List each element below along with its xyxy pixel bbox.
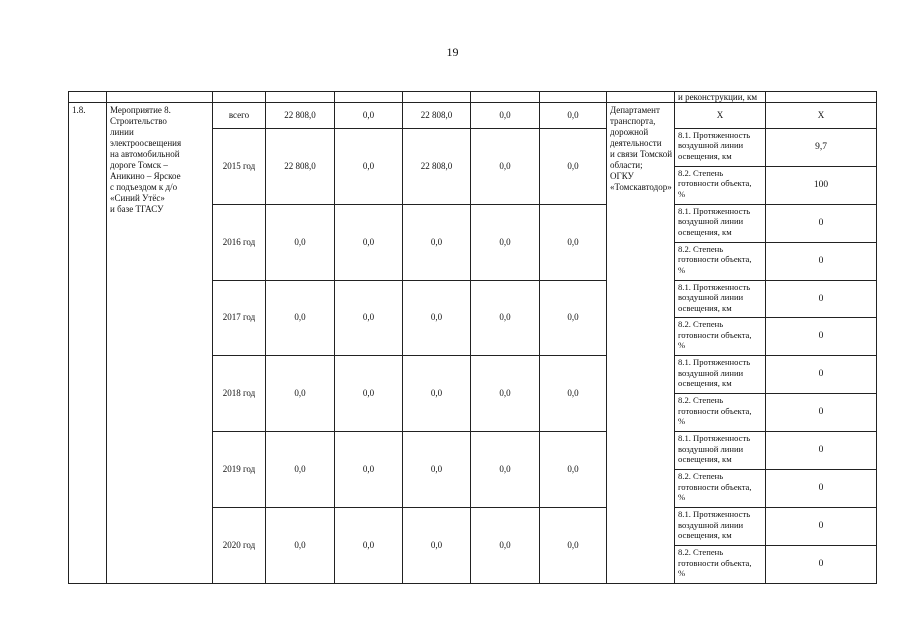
indicator-length-line: воздушной линии xyxy=(678,443,744,454)
measure-name-line: на автомобильной xyxy=(110,149,180,160)
value-cell: 0,0 xyxy=(266,508,335,584)
measure-name-line: и базе ТГАСУ xyxy=(110,204,164,215)
indicator-readiness xyxy=(675,166,766,204)
measure-name-line: Мероприятие 8. xyxy=(110,105,171,116)
indicator-length-line: освещения, км xyxy=(678,302,732,313)
indicator-readiness-line: готовности объекта, xyxy=(678,481,752,492)
indicator-readiness xyxy=(675,242,766,280)
cont-cell xyxy=(607,92,675,103)
value-cell: 0,0 xyxy=(471,508,540,584)
indicator-cell: Х xyxy=(675,103,766,129)
value-cell: 0,0 xyxy=(540,128,607,204)
indicator-readiness-line: 8.2. Степень xyxy=(678,243,724,254)
measure-name-line: Аникино – Ярское xyxy=(110,171,181,182)
cont-cell xyxy=(107,92,213,103)
measure-name-line: с подъездом к д/о xyxy=(110,182,178,193)
measure-name-line: «Синий Утёс» xyxy=(110,193,165,204)
indicator-readiness-line: готовности объекта, xyxy=(678,329,752,340)
measure-table xyxy=(68,91,877,584)
value-cell: 0,0 xyxy=(471,128,540,204)
responsible-org-line: области; xyxy=(610,160,643,171)
indicator-length-line: освещения, км xyxy=(678,226,732,237)
indicator-readiness-line: 8.2. Степень xyxy=(678,319,724,330)
value-cell: 0,0 xyxy=(471,280,540,356)
responsible-org-line: Департамент xyxy=(610,105,660,116)
value-cell: 0,0 xyxy=(403,204,471,280)
value-cell: 0,0 xyxy=(335,432,403,508)
value-cell: 0,0 xyxy=(335,128,403,204)
indicator-length-line: освещения, км xyxy=(678,378,732,389)
indicator-value: 9,7 xyxy=(766,128,877,166)
page-number: 19 xyxy=(446,45,459,59)
indicator-length-line: воздушной линии xyxy=(678,216,744,227)
measure-number: 1.8. xyxy=(69,103,107,584)
indicator-value: 0 xyxy=(766,546,877,584)
responsible-org-line: и связи Томской xyxy=(610,149,673,160)
value-cell: 0,0 xyxy=(403,432,471,508)
indicator-value: Х xyxy=(766,103,877,129)
indicator-length-line: освещения, км xyxy=(678,454,732,465)
indicator-readiness xyxy=(675,318,766,356)
responsible-org-line: «Томскавтодор» xyxy=(610,182,672,193)
indicator-value: 0 xyxy=(766,508,877,546)
indicator-length xyxy=(675,356,766,394)
indicator-readiness-line: 8.2. Степень xyxy=(678,471,724,482)
value-cell: 0,0 xyxy=(266,432,335,508)
responsible-org-line: дорожной xyxy=(610,127,649,138)
indicator-readiness-line: готовности объекта, xyxy=(678,254,752,265)
indicator-readiness-line: % xyxy=(678,492,686,503)
indicator-length-line: воздушной линии xyxy=(678,140,744,151)
value-cell: 0,0 xyxy=(335,356,403,432)
period-cell: всего xyxy=(213,103,266,129)
period-cell: 2018 год xyxy=(213,356,266,432)
value-cell: 0,0 xyxy=(403,280,471,356)
measure-name-line: Строительство xyxy=(110,116,167,127)
continuation-text: и реконструкции, км xyxy=(675,92,766,103)
indicator-length-line: 8.1. Протяженность xyxy=(678,509,751,520)
value-cell: 22 808,0 xyxy=(266,103,335,129)
value-cell: 0,0 xyxy=(471,204,540,280)
indicator-readiness xyxy=(675,470,766,508)
indicator-value: 0 xyxy=(766,318,877,356)
value-cell: 22 808,0 xyxy=(266,128,335,204)
indicator-length xyxy=(675,204,766,242)
indicator-length-line: 8.1. Протяженность xyxy=(678,433,751,444)
indicator-length xyxy=(675,128,766,166)
indicator-readiness-line: % xyxy=(678,188,686,199)
measure-name xyxy=(107,103,213,584)
indicator-value: 0 xyxy=(766,204,877,242)
value-cell: 0,0 xyxy=(266,204,335,280)
indicator-readiness-line: 8.2. Степень xyxy=(678,395,724,406)
value-cell: 0,0 xyxy=(540,356,607,432)
indicator-readiness-line: готовности объекта, xyxy=(678,178,752,189)
indicator-length-line: воздушной линии xyxy=(678,292,744,303)
indicator-readiness-line: 8.2. Степень xyxy=(678,547,724,558)
value-cell: 0,0 xyxy=(540,204,607,280)
cont-cell xyxy=(213,92,266,103)
cont-cell xyxy=(69,92,107,103)
continuation-row xyxy=(69,92,877,103)
value-cell: 0,0 xyxy=(471,356,540,432)
indicator-length-line: 8.1. Протяженность xyxy=(678,281,751,292)
measure-name-line: дороге Томск – xyxy=(110,160,168,171)
period-cell: 2016 год xyxy=(213,204,266,280)
value-cell: 0,0 xyxy=(403,356,471,432)
value-cell: 0,0 xyxy=(540,508,607,584)
indicator-length-line: 8.1. Протяженность xyxy=(678,357,751,368)
indicator-readiness-line: 8.2. Степень xyxy=(678,167,724,178)
cont-cell xyxy=(266,92,335,103)
cont-cell xyxy=(540,92,607,103)
indicator-value: 0 xyxy=(766,394,877,432)
indicator-value: 0 xyxy=(766,356,877,394)
responsible-org-line: транспорта, xyxy=(610,116,656,127)
indicator-length-line: 8.1. Протяженность xyxy=(678,129,751,140)
indicator-readiness-line: готовности объекта, xyxy=(678,557,752,568)
cont-cell xyxy=(766,92,877,103)
period-cell: 2015 год xyxy=(213,128,266,204)
indicator-readiness-line: % xyxy=(678,340,686,351)
indicator-readiness xyxy=(675,394,766,432)
table-row xyxy=(69,103,877,129)
indicator-length-line: освещения, км xyxy=(678,530,732,541)
indicator-length xyxy=(675,432,766,470)
indicator-length-line: освещения, км xyxy=(678,150,732,161)
value-cell: 0,0 xyxy=(540,432,607,508)
value-cell: 0,0 xyxy=(540,280,607,356)
value-cell: 0,0 xyxy=(471,432,540,508)
indicator-readiness-line: готовности объекта, xyxy=(678,405,752,416)
indicator-readiness xyxy=(675,546,766,584)
indicator-readiness-line: % xyxy=(678,264,686,275)
indicator-value: 0 xyxy=(766,242,877,280)
value-cell: 0,0 xyxy=(266,280,335,356)
cont-cell xyxy=(471,92,540,103)
indicator-length xyxy=(675,508,766,546)
responsible-org-line: ОГКУ xyxy=(610,171,634,182)
value-cell: 0,0 xyxy=(266,356,335,432)
indicator-length-line: воздушной линии xyxy=(678,367,744,378)
value-cell: 0,0 xyxy=(335,280,403,356)
indicator-readiness-line: % xyxy=(678,416,686,427)
value-cell: 22 808,0 xyxy=(403,128,471,204)
measure-name-line: электроосвещения xyxy=(110,138,182,149)
period-cell: 2020 год xyxy=(213,508,266,584)
value-cell: 0,0 xyxy=(335,508,403,584)
measure-name-line: линии xyxy=(110,127,134,138)
value-cell: 22 808,0 xyxy=(403,103,471,129)
indicator-length-line: воздушной линии xyxy=(678,519,744,530)
cont-cell xyxy=(335,92,403,103)
indicator-value: 0 xyxy=(766,280,877,318)
indicator-length xyxy=(675,280,766,318)
period-cell: 2019 год xyxy=(213,432,266,508)
value-cell: 0,0 xyxy=(335,103,403,129)
value-cell: 0,0 xyxy=(540,103,607,129)
cont-cell xyxy=(403,92,471,103)
responsible-org xyxy=(607,103,675,584)
value-cell: 0,0 xyxy=(403,508,471,584)
indicator-readiness-line: % xyxy=(678,568,686,579)
indicator-value: 0 xyxy=(766,470,877,508)
period-cell: 2017 год xyxy=(213,280,266,356)
responsible-org-line: деятельности xyxy=(610,138,662,149)
indicator-value: 100 xyxy=(766,166,877,204)
value-cell: 0,0 xyxy=(335,204,403,280)
value-cell: 0,0 xyxy=(471,103,540,129)
indicator-length-line: 8.1. Протяженность xyxy=(678,205,751,216)
indicator-value: 0 xyxy=(766,432,877,470)
